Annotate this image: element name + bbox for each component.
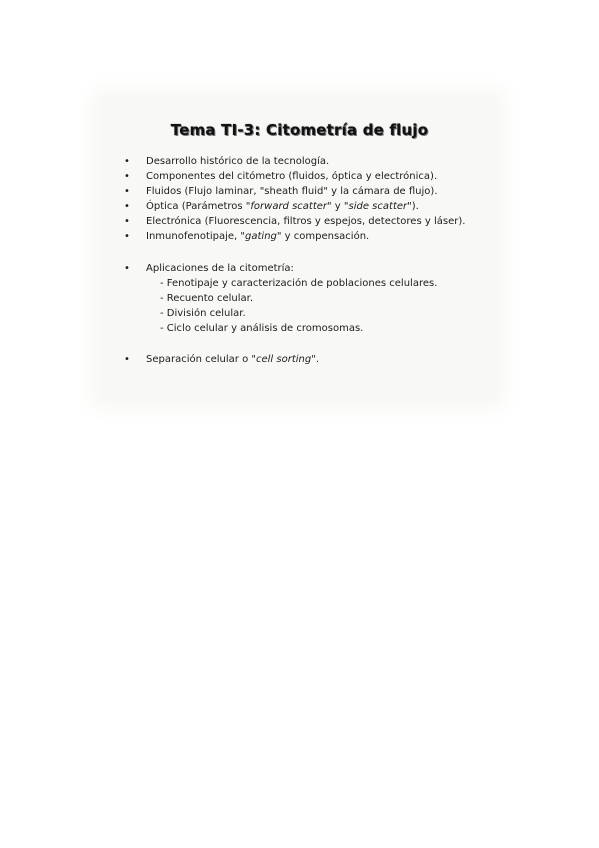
italic-term: gating: [245, 231, 277, 242]
bullet-icon: •: [124, 216, 130, 227]
sub-list-item: - Fenotipaje y caracterización de poblaciones celulares.: [160, 278, 438, 289]
sub-list-item: - Ciclo celular y análisis de cromosomas.: [160, 323, 364, 334]
bullet-icon: •: [124, 171, 130, 182]
text-segment: ").: [407, 201, 419, 212]
list-item-text: [146, 353, 319, 367]
list-item-text: Fluidos (Flujo laminar, "sheath fluid" y la cámara de flujo).: [146, 186, 438, 197]
applications-heading: Aplicaciones de la citometría:: [146, 263, 294, 274]
list-item-text: [146, 230, 369, 244]
italic-term: side scatter: [348, 201, 408, 212]
sub-list-item: - Recuento celular.: [160, 293, 254, 304]
text-segment: Óptica (Parámetros ": [146, 201, 251, 212]
italic-term: cell sorting: [256, 354, 312, 365]
bullet-icon: •: [124, 201, 130, 212]
bullet-icon: •: [124, 231, 130, 242]
text-segment: Inmunofenotipaje, ": [146, 231, 246, 242]
text-segment: ".: [311, 354, 319, 365]
bullet-icon: •: [124, 354, 130, 365]
sub-list-item: - División celular.: [160, 308, 246, 319]
list-item-text: Componentes del citómetro (fluidos, óptica y electrónica).: [146, 171, 438, 182]
italic-term: forward scatter: [250, 201, 328, 212]
bullet-icon: •: [124, 156, 130, 167]
list-item-text: Desarrollo histórico de la tecnología.: [146, 156, 330, 167]
bullet-icon: •: [124, 186, 130, 197]
text-segment: " y ": [327, 201, 349, 212]
list-item-text: [146, 200, 419, 214]
text-segment: Separación celular o ": [146, 354, 256, 365]
bullet-icon: •: [124, 263, 130, 274]
list-item-text: Electrónica (Fluorescencia, filtros y espejos, detectores y láser).: [146, 216, 466, 227]
text-segment: " y compensación.: [276, 231, 370, 242]
document-title: Tema TI-3: Citometría de flujo: [170, 121, 429, 139]
